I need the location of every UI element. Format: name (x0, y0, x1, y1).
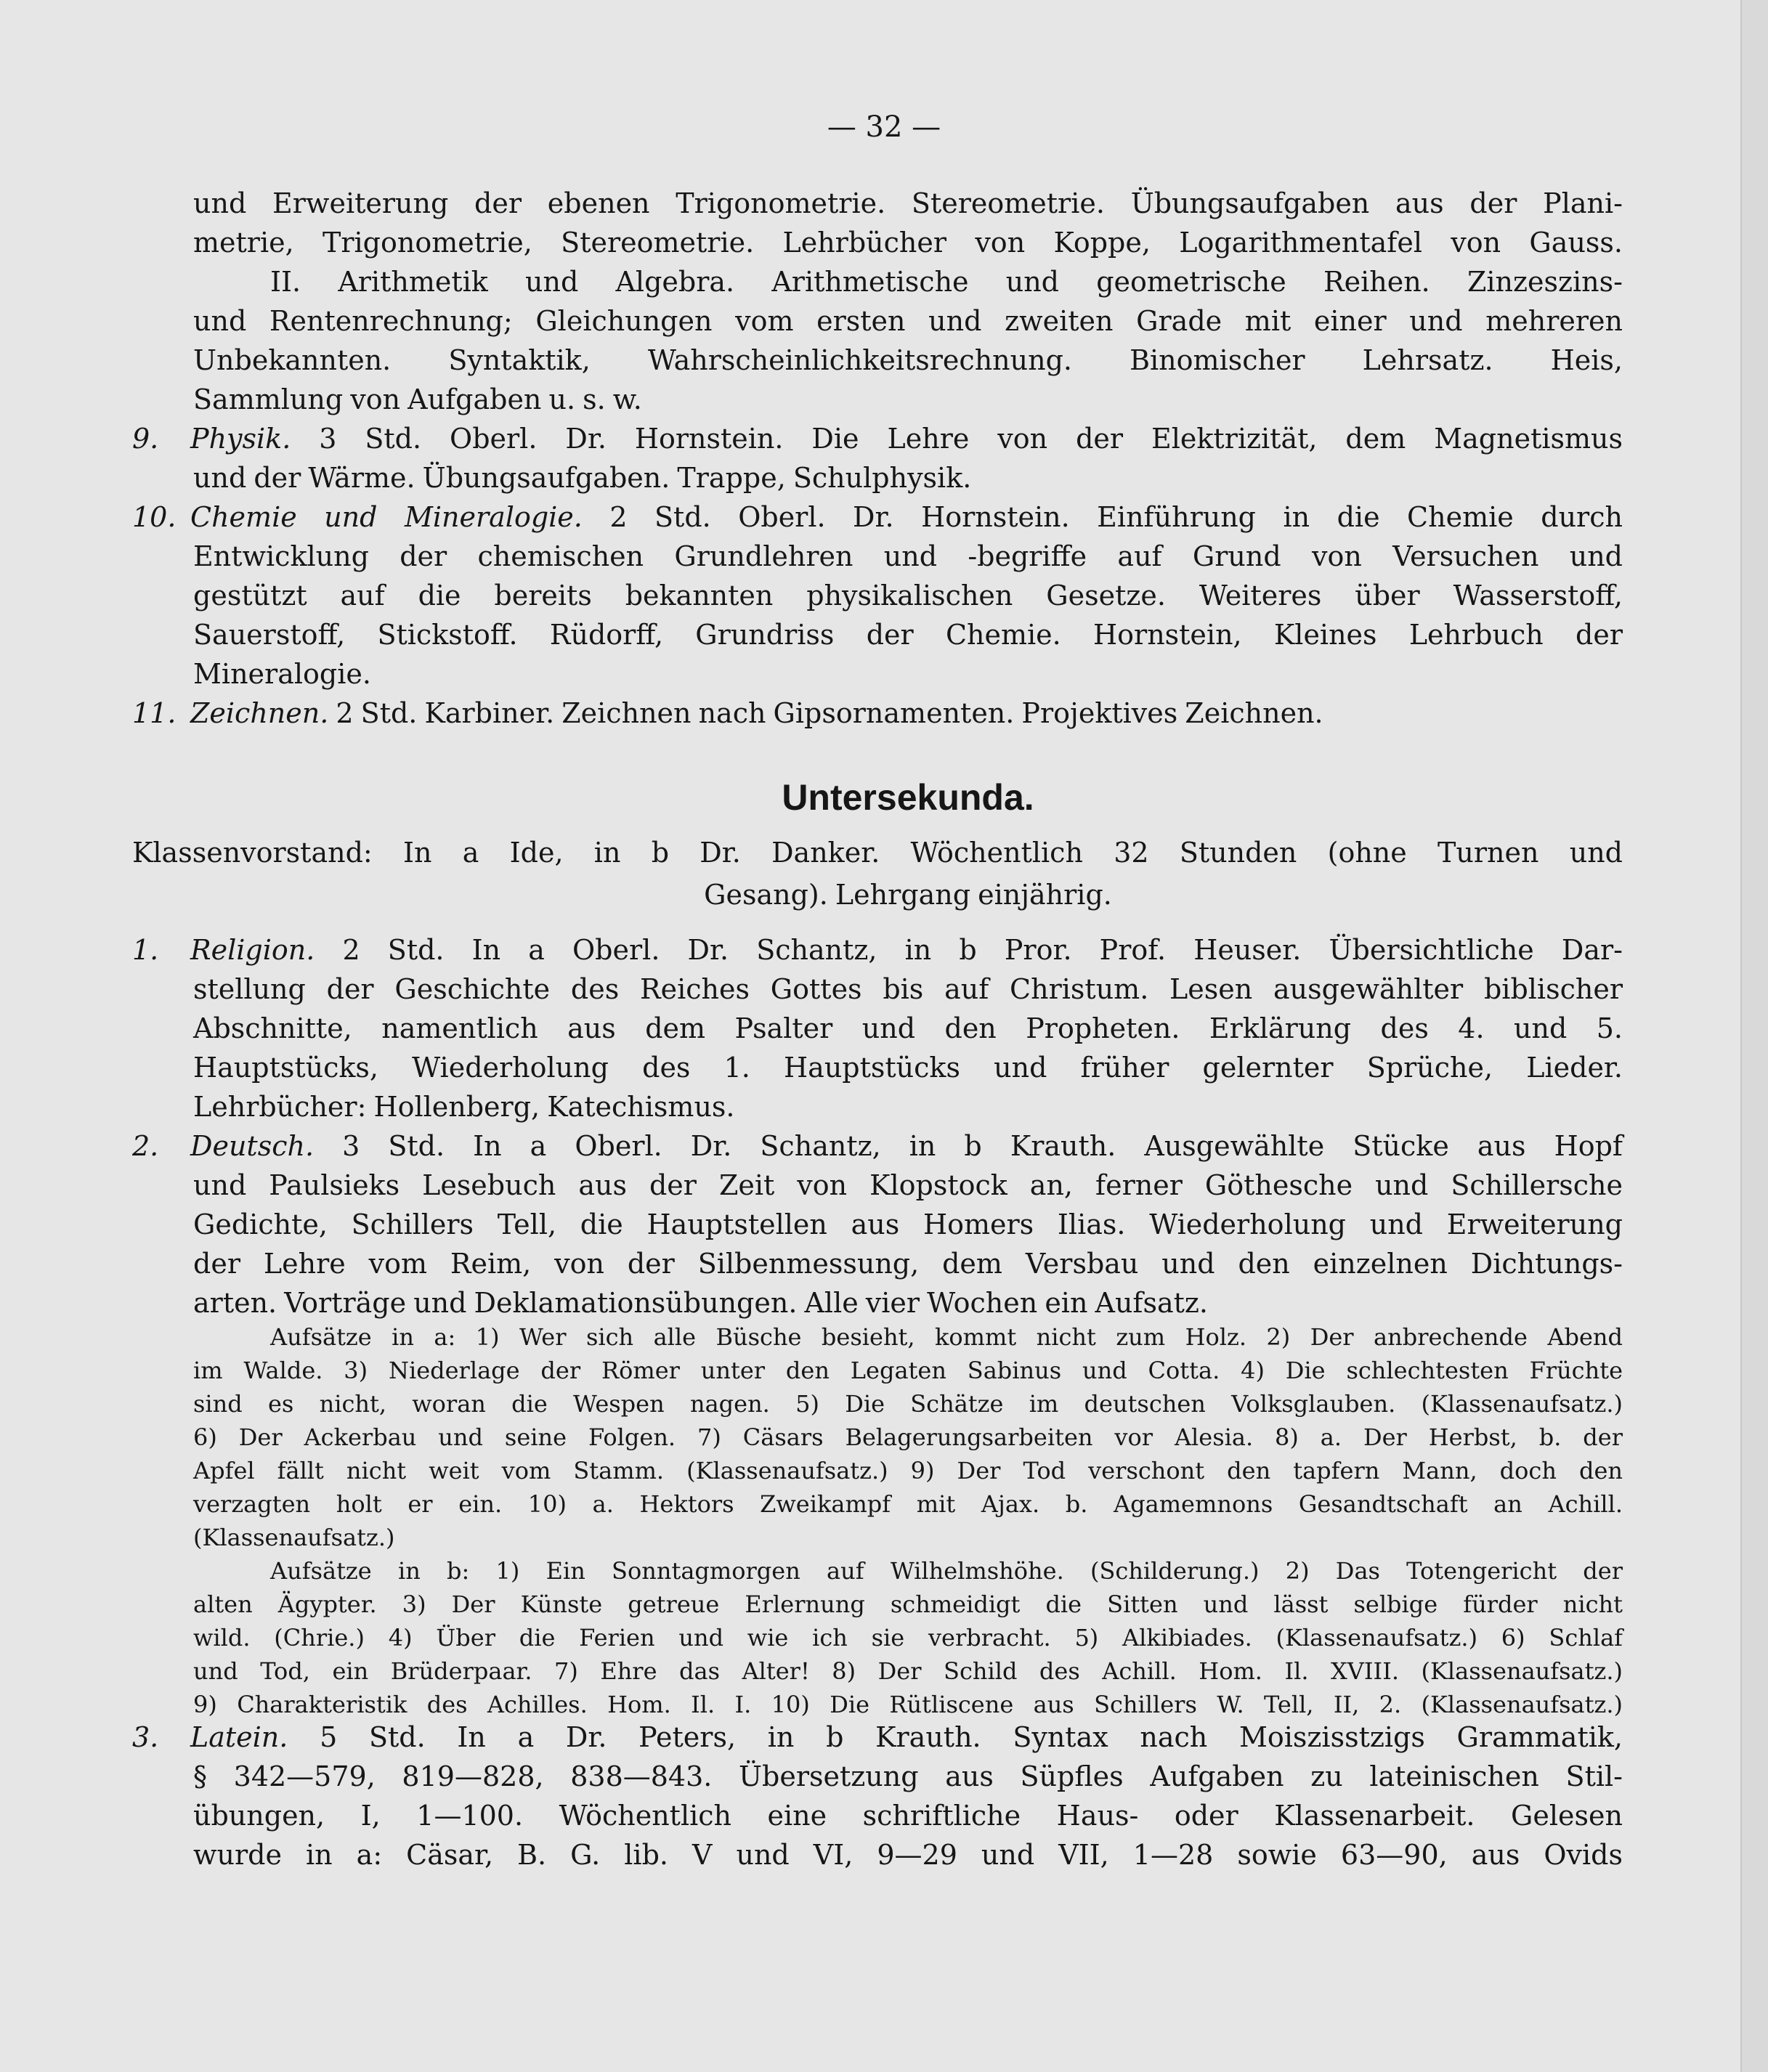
text-line: und Erweiterung der ebenen Trigonometrie. Stereometrie. Übungsaufgaben aus der Plani- (193, 187, 1623, 219)
item-subject: Deutsch. (190, 1130, 315, 1162)
text-line: Lehrbücher: Hollenberg, Katechismus. (193, 1091, 735, 1123)
essay-line: Aufsätze in b: 1) Ein Sonntagmorgen auf Wilhelmshöhe. (Schilderung.) 2) Das Totengericht der (270, 1557, 1623, 1585)
item-number: 11. (132, 697, 177, 729)
text-line: gestützt auf die bereits bekannten physikalischen Gesetze. Weiteres über Wasserstoff, (193, 580, 1623, 612)
section-zeichnen (132, 693, 1623, 734)
section-religion (132, 930, 1623, 970)
section-physik (132, 418, 1623, 459)
item-subject: Latein. (190, 1721, 288, 1753)
essay-line: 6) Der Ackerbau und seine Folgen. 7) Cäsars Belagerungsarbeiten vor Alesia. 8) a. Der Herbst, b. der (193, 1423, 1623, 1451)
item-number: 1. (132, 934, 159, 966)
item-number: 3. (132, 1721, 159, 1753)
text-line: und der Wärme. Übungsaufgaben. Trappe, Schulphysik. (193, 462, 972, 494)
item-number: 10. (132, 501, 177, 533)
essay-line: Apfel fällt nicht weit vom Stamm. (Klassenaufsatz.) 9) Der Tod verschont den tapfern Mann, doch den (193, 1457, 1623, 1484)
essay-line: wild. (Chrie.) 4) Über die Ferien und wie ich sie verbracht. 5) Alkibiades. (Klassenaufsatz.) 6) Schlaf (193, 1624, 1623, 1651)
section-heading: Untersekunda. (782, 777, 1034, 818)
section-deutsch (132, 1126, 1623, 1166)
essay-line: 9) Charakteristik des Achilles. Hom. Il. I. 10) Die Rütliscene aus Schillers W. Tell, II, 2. (Klassenaufsatz.) (193, 1691, 1623, 1718)
item-text: 5 Std. In a Dr. Peters, in b Krauth. Syntax nach Moiszisstzigs Grammatik, (320, 1721, 1623, 1753)
item-subject: Zeichnen. (190, 697, 329, 729)
text-line: metrie, Trigonometrie, Stereometrie. Lehrbücher von Koppe, Logarithmentafel von Gauss. (193, 227, 1623, 259)
section-chemie (132, 497, 1623, 537)
text-line: II. Arithmetik und Algebra. Arithmetische und geometrische Reihen. Zinzeszins- (270, 266, 1623, 298)
essay-line: Aufsätze in a: 1) Wer sich alle Büsche besieht, kommt nicht zum Holz. 2) Der anbrechende Abend (270, 1323, 1623, 1351)
text-line: Unbekannten. Syntaktik, Wahrscheinlichkeitsrechnung. Binomischer Lehrsatz. Heis, (193, 344, 1623, 376)
text-line: Klassenvorstand: In a Ide, in b Dr. Danker. Wöchentlich 32 Stunden (ohne Turnen und (132, 837, 1623, 869)
text-line: Entwicklung der chemischen Grundlehren und -begriffe auf Grund von Versuchen und (193, 540, 1623, 572)
essay-line: alten Ägypter. 3) Der Künste getreue Erlernung schmeidigt die Sitten und lässt selbige fürder nicht (193, 1590, 1623, 1618)
text-line: der Lehre vom Reim, von der Silbenmessung, dem Versbau und den einzelnen Dichtungs- (193, 1248, 1623, 1280)
item-number: 2. (132, 1130, 159, 1162)
text-line: Abschnitte, namentlich aus dem Psalter und den Propheten. Erklärung des 4. und 5. (193, 1012, 1623, 1044)
text-line: § 342—579, 819—828, 838—843. Übersetzung aus Süpfles Aufgaben zu lateinischen Stil- (193, 1760, 1623, 1792)
section-latein (132, 1717, 1623, 1758)
text-line: stellung der Geschichte des Reiches Gottes bis auf Christum. Lesen ausgewählter biblischer (193, 973, 1623, 1005)
item-subject: Religion. (190, 934, 315, 966)
item-text: 3 Std. In a Oberl. Dr. Schantz, in b Krauth. Ausgewählte Stücke aus Hopf (342, 1130, 1623, 1162)
essay-line: und Tod, ein Brüderpaar. 7) Ehre das Alter! 8) Der Schild des Achill. Hom. Il. XVIII. (Klassenaufsatz.) (193, 1657, 1623, 1685)
text-line: Gesang). Lehrgang einjährig. (704, 879, 1112, 911)
essay-line: (Klassenaufsatz.) (193, 1524, 395, 1551)
item-subject: Physik. (190, 423, 291, 455)
text-line: Sammlung von Aufgaben u. s. w. (193, 383, 642, 415)
essay-line: sind es nicht, woran die Wespen nagen. 5) Die Schätze im deutschen Volksglauben. (Klassenaufsatz.) (193, 1390, 1623, 1418)
text-line: Sauerstoff, Stickstoff. Rüdorff, Grundriss der Chemie. Hornstein, Kleines Lehrbuch der (193, 619, 1623, 651)
text-line: und Paulsieks Lesebuch aus der Zeit von Klopstock an, ferner Göthesche und Schillersche (193, 1169, 1623, 1201)
text-line: wurde in a: Cäsar, B. G. lib. V und VI, 9—29 und VII, 1—28 sowie 63—90, aus Ovids (193, 1839, 1623, 1871)
text-line: übungen, I, 1—100. Wöchentlich eine schriftliche Haus- oder Klassenarbeit. Gelesen (193, 1800, 1623, 1832)
item-number: 9. (132, 423, 159, 455)
text-line: Mineralogie. (193, 658, 371, 690)
item-text: 3 Std. Oberl. Dr. Hornstein. Die Lehre von der Elektrizität, dem Magnetismus (319, 423, 1623, 455)
page-edge (1740, 0, 1768, 2072)
item-text: 2 Std. Oberl. Dr. Hornstein. Einführung in die Chemie durch (609, 501, 1623, 533)
item-text: 2 Std. In a Oberl. Dr. Schantz, in b Pror. Prof. Heuser. Übersichtliche Dar- (342, 934, 1623, 966)
item-subject: Chemie und Mineralogie. (190, 501, 583, 533)
text-line: arten. Vorträge und Deklamationsübungen. Alle vier Wochen ein Aufsatz. (193, 1287, 1209, 1319)
text-line: Hauptstücks, Wiederholung des 1. Hauptstücks und früher gelernter Sprüche, Lieder. (193, 1052, 1623, 1084)
page-number: — 32 — (827, 110, 941, 144)
item-text: 2 Std. Karbiner. Zeichnen nach Gipsornamenten. Projektives Zeichnen. (336, 697, 1323, 729)
essay-line: im Walde. 3) Niederlage der Römer unter den Legaten Sabinus und Cotta. 4) Die schlechtesten Früchte (193, 1357, 1623, 1384)
essay-line: verzagten holt er ein. 10) a. Hektors Zweikampf mit Ajax. b. Agamemnons Gesandtschaft an Achill. (193, 1490, 1623, 1518)
text-line: und Rentenrechnung; Gleichungen vom ersten und zweiten Grade mit einer und mehreren (193, 305, 1623, 337)
text-line: Gedichte, Schillers Tell, die Hauptstellen aus Homers Ilias. Wiederholung und Erweiterung (193, 1208, 1623, 1240)
